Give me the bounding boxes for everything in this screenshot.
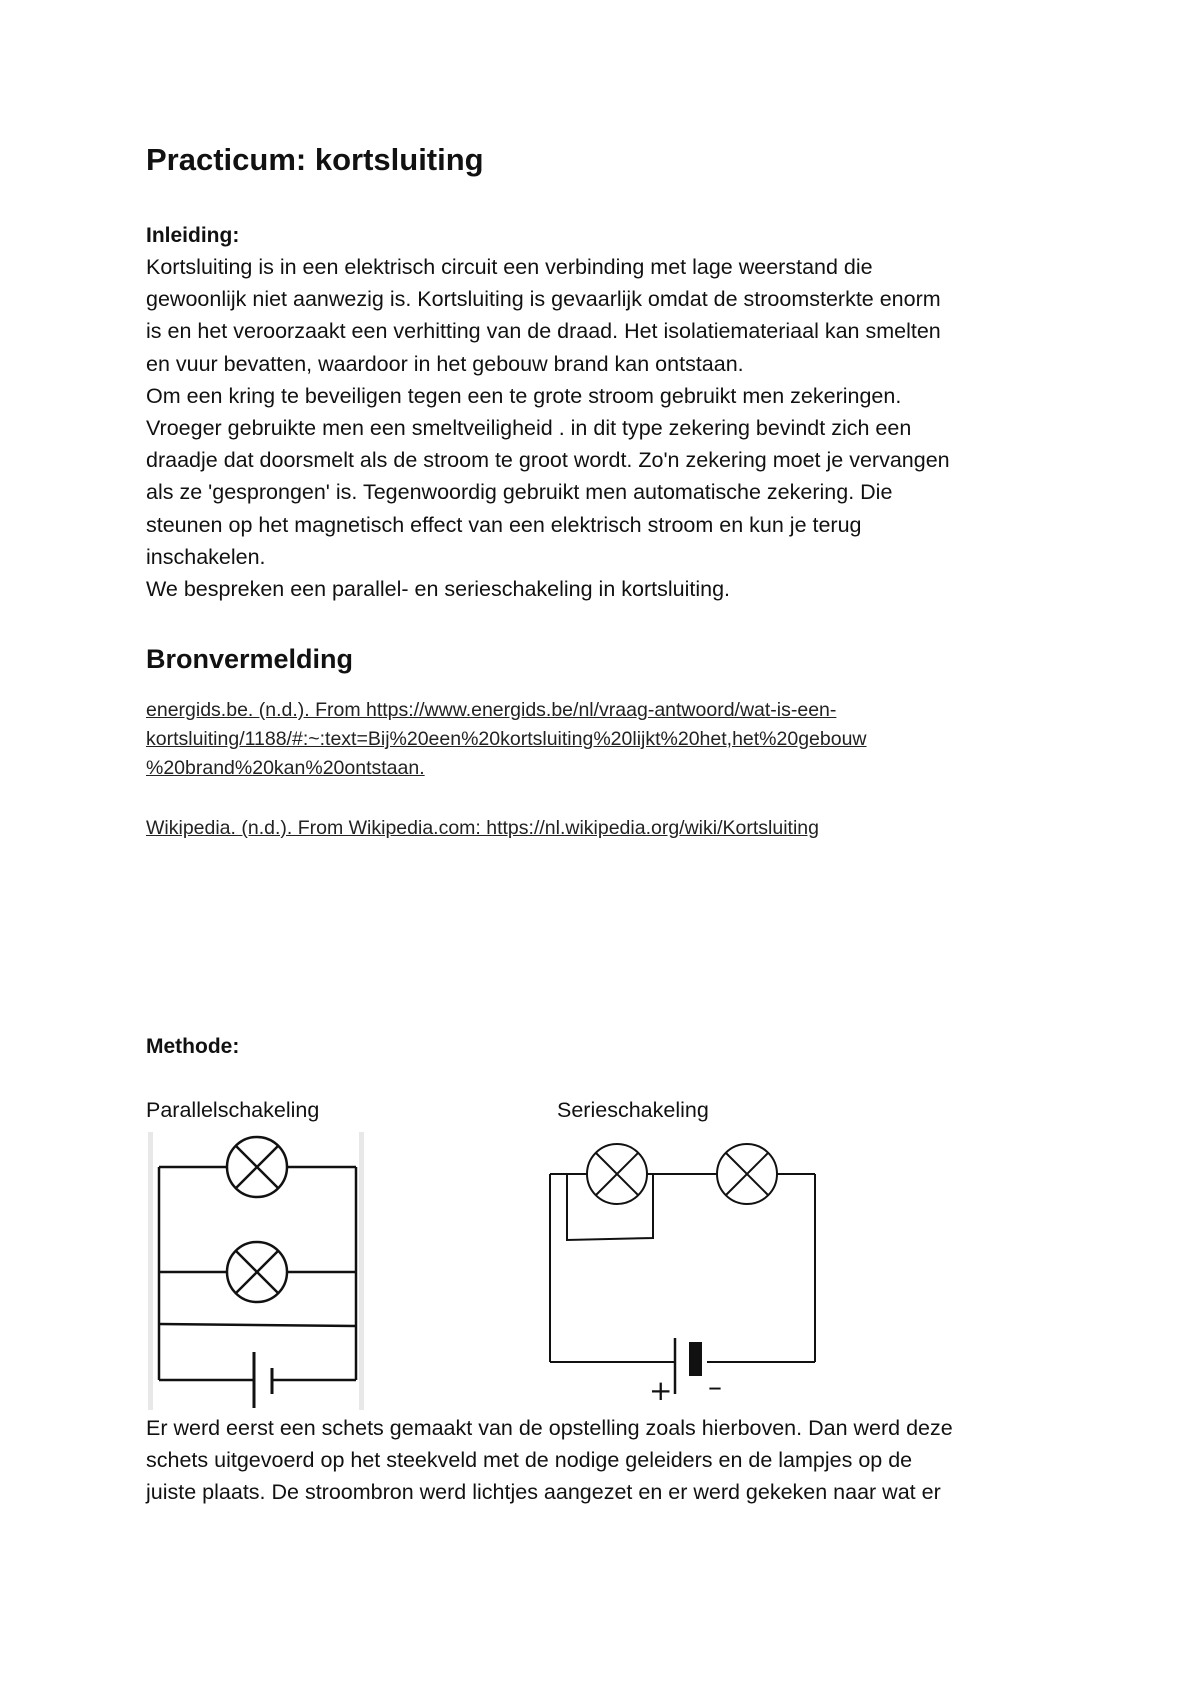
reference-1 — [146, 696, 1076, 783]
intro-line: gewoonlijk niet aanwezig is. Kortsluiting is gevaarlijk omdat de stroomsterkte enorm — [146, 287, 941, 312]
intro-line: is en het veroorzaakt een verhitting van de draad. Het isolatiemateriaal kan smelten — [146, 319, 941, 344]
intro-line: We bespreken een parallel- en serieschakeling in kortsluiting. — [146, 577, 731, 602]
reference-1-link[interactable]: kortsluiting/1188/#:~:text=Bij%20een%20kortsluiting%20lijkt%20het,het%20gebouw — [146, 728, 867, 750]
parallel-circuit-diagram — [148, 1132, 368, 1412]
lamp-icon — [587, 1144, 647, 1204]
battery-icon — [254, 1352, 272, 1408]
intro-line: en vuur bevatten, waardoor in het gebouw brand kan ontstaan. — [146, 351, 744, 376]
reference-2-link[interactable]: Wikipedia. (n.d.). From Wikipedia.com: https://nl.wikipedia.org/wiki/Kortsluiting — [146, 817, 819, 839]
reference-2 — [146, 814, 1076, 843]
method-paragraph — [146, 1412, 1076, 1509]
battery-plus-sign: + — [649, 1374, 673, 1407]
method-heading: Methode: — [146, 1035, 240, 1058]
series-circuit-diagram — [545, 1132, 835, 1412]
intro-line: draadje dat doorsmelt als de stroom te groot wordt. Zo'n zekering moet je vervangen — [146, 448, 950, 473]
intro-line: als ze 'gesprongen' is. Tegenwoordig gebruikt men automatische zekering. Die — [146, 480, 893, 505]
intro-line: Kortsluiting is in een elektrisch circuit een verbinding met lage weerstand die — [146, 255, 873, 279]
page-title: Practicum: kortsluiting — [146, 142, 484, 177]
reference-1-link[interactable]: energids.be. (n.d.). From https://www.energids.be/nl/vraag-antwoord/wat-is-een- — [146, 699, 837, 721]
intro-paragraph — [146, 251, 1076, 605]
reference-1-link[interactable]: %20brand%20kan%20ontstaan. — [146, 757, 425, 779]
parallel-diagram-label: Parallelschakeling — [146, 1098, 320, 1122]
battery-minus-sign: – — [708, 1370, 722, 1403]
series-diagram-label: Serieschakeling — [557, 1098, 709, 1122]
lamp-icon — [227, 1137, 287, 1197]
method-line: schets uitgevoerd op het steekveld met de nodige geleiders en de lampjes op de — [146, 1448, 913, 1473]
lamp-icon — [717, 1144, 777, 1204]
sources-heading: Bronvermelding — [146, 644, 354, 674]
battery-icon — [675, 1338, 702, 1394]
method-line: juiste plaats. De stroombron werd lichtjes aangezet en er werd gekeken naar wat er — [146, 1480, 941, 1505]
intro-line: Vroeger gebruikte men een smeltveiligheid . in dit type zekering bevindt zich een — [146, 416, 912, 441]
method-line: Er werd eerst een schets gemaakt van de opstelling zoals hierboven. Dan werd deze — [146, 1416, 953, 1440]
lamp-icon — [227, 1242, 287, 1302]
intro-line: steunen op het magnetisch effect van een elektrisch stroom en kun je terug — [146, 512, 862, 537]
intro-line: inschakelen. — [146, 544, 266, 569]
intro-heading: Inleiding: — [146, 224, 240, 247]
intro-line: Om een kring te beveiligen tegen een te grote stroom gebruikt men zekeringen. — [146, 383, 902, 408]
